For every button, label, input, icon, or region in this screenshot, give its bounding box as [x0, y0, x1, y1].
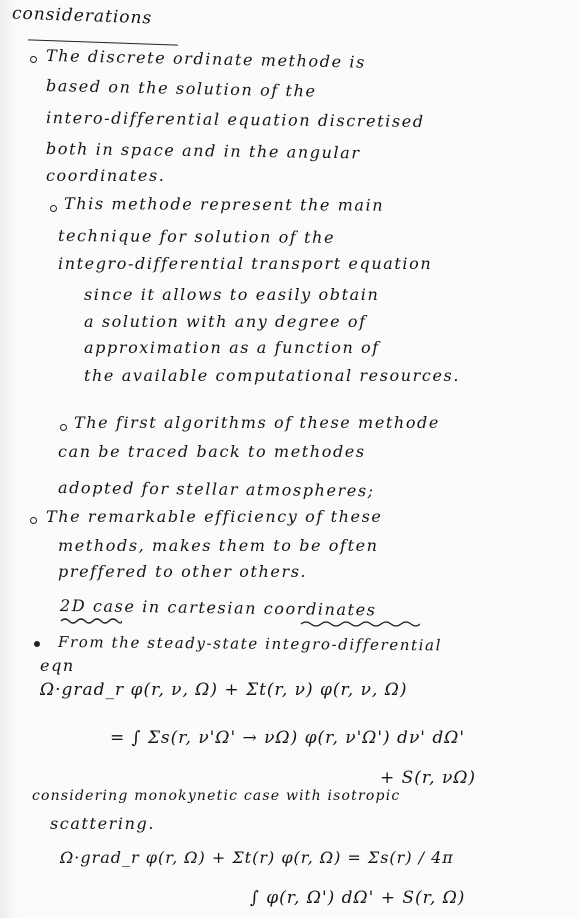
equation: ∫ φ(r, Ω') dΩ' + S(r, Ω) — [250, 888, 466, 908]
paragraph-line: a solution with any degree of — [84, 312, 367, 331]
bullet-icon — [60, 424, 67, 431]
paragraph-line: The remarkable efficiency of these — [46, 507, 383, 526]
equation: + S(r, νΩ) — [380, 768, 477, 788]
bullet-icon — [34, 641, 40, 647]
bullet-icon — [50, 205, 57, 212]
paragraph-line: intero-differential equation discretised — [45, 108, 425, 131]
paragraph-line: The first algorithms of these methode — [74, 413, 440, 432]
paragraph-line: scattering. — [50, 814, 156, 833]
bullet-icon — [30, 56, 37, 63]
paragraph-line: eqn — [40, 656, 75, 675]
title-underline — [28, 39, 178, 45]
heading-underline — [60, 617, 122, 625]
paragraph-line: methods, makes them to be often — [58, 536, 379, 555]
equation: = ∫ Σs(r, ν'Ω' → νΩ) φ(r, ν'Ω') dν' dΩ' — [110, 728, 466, 748]
paragraph-line: preffered to other others. — [58, 562, 308, 581]
paragraph-line: From the steady-state integro-differential — [57, 633, 443, 655]
paragraph-line: adopted for stellar atmospheres; — [57, 478, 375, 501]
paragraph-line: based on the solution of the — [45, 76, 317, 101]
heading-underline — [300, 620, 420, 628]
bullet-icon — [30, 517, 37, 524]
section-heading: 2D case in cartesian coordinates — [59, 596, 377, 620]
paragraph-line: approximation as a function of — [84, 338, 380, 357]
paragraph-line: coordinates. — [46, 166, 166, 185]
page-title: considerations — [11, 3, 153, 29]
equation: Ω·grad_r φ(r, Ω) + Σt(r) φ(r, Ω) = Σs(r) / 4π — [60, 848, 454, 867]
paragraph-line: integro-differential transport equation — [58, 254, 433, 273]
paragraph-line: technique for solution of the — [57, 226, 336, 247]
paragraph-line: The discrete ordinate methode is — [45, 46, 367, 72]
paragraph-line: considering monokynetic case with isotropic — [32, 788, 401, 804]
paragraph-line: the available computational resources. — [84, 366, 461, 385]
paragraph-line: since it allows to easily obtain — [84, 285, 380, 304]
paragraph-line: both in space and in the angular — [45, 139, 361, 163]
equation: Ω·grad_r φ(r, ν, Ω) + Σt(r, ν) φ(r, ν, Ω) — [40, 680, 408, 700]
paragraph-line: can be traced back to methodes — [58, 442, 366, 461]
paragraph-line: This methode represent the main — [63, 194, 385, 215]
